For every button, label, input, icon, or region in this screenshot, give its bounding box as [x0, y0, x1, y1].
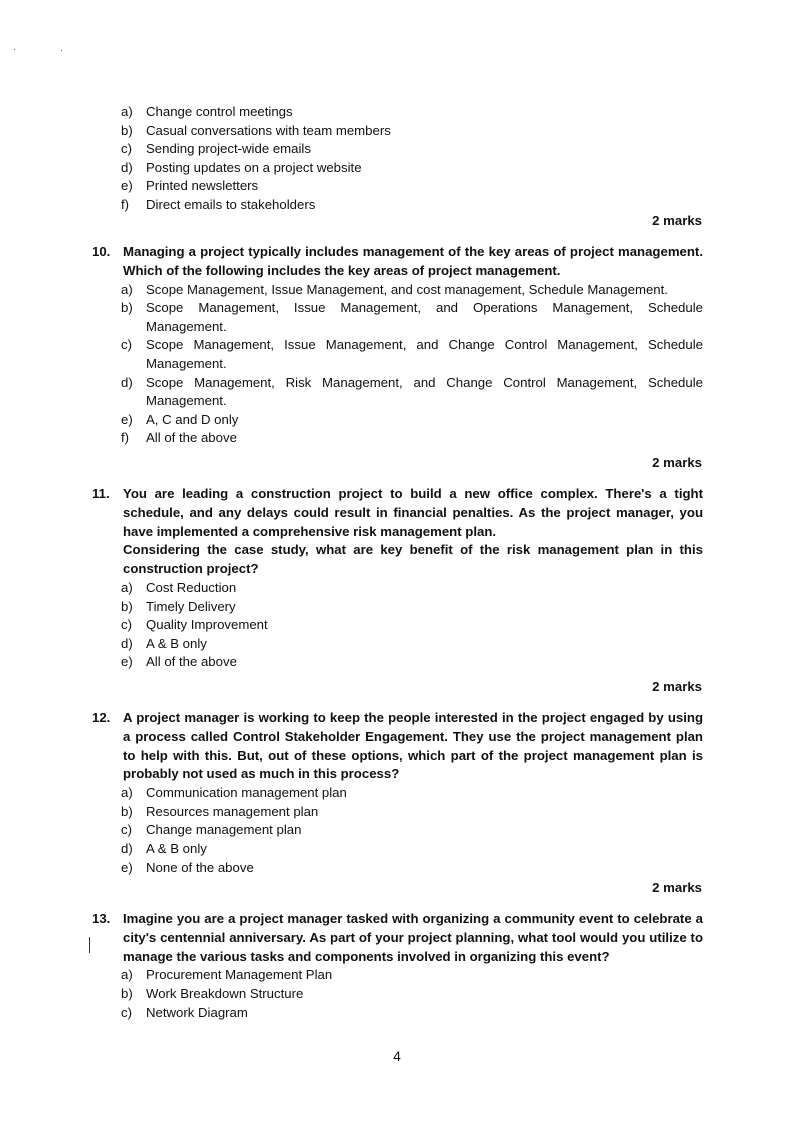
marks-label: 2 marks: [652, 455, 702, 470]
question-stem: 12. A project manager is working to keep the people interested in the project engaged by using a process called Control Stakeholder Engagement. They use the project management plan to help with this. But, out of these options, which part of the project management plan is probably not used as much in this process?: [92, 710, 703, 782]
option-item: e) None of the above: [121, 859, 254, 875]
option-item: a) Procurement Management Plan: [121, 967, 333, 983]
option-item: c) Change management plan: [121, 822, 302, 838]
question-10: [92, 243, 703, 448]
marks-label: 2 marks: [652, 880, 702, 895]
scan-speck: [14, 49, 15, 50]
question-13: [92, 910, 703, 1022]
options-list: [121, 784, 703, 877]
option-item: d) Scope Management, Risk Management, and Change Control Management, Schedule Management.: [121, 374, 703, 409]
question-stem: 13. Imagine you are a project manager tasked with organizing a community event to celebrate a city's centennial anniversary. As part of your project planning, what tool would you utilize to manage the various tasks and components involved in organizing this event?: [92, 911, 703, 964]
option-item: b) Casual conversations with team members: [121, 122, 391, 138]
option-item: e) Printed newsletters: [121, 178, 259, 194]
option-item: b) Timely Delivery: [121, 598, 236, 614]
option-item: a) Cost Reduction: [121, 579, 237, 595]
option-item: a) Change control meetings: [121, 104, 293, 119]
question-number: 12.: [92, 710, 111, 725]
option-item: b) Resources management plan: [121, 803, 319, 819]
question-number: 11.: [92, 486, 110, 501]
option-item: c) Scope Management, Issue Management, and Change Control Management, Schedule Management.: [121, 337, 703, 371]
marks-label: 2 marks: [652, 213, 702, 228]
options-list: [121, 579, 703, 672]
option-item: f) All of the above: [121, 430, 237, 446]
scan-speck: [61, 50, 62, 51]
page-number: 4: [393, 1048, 401, 1064]
option-item: d) A & B only: [121, 840, 207, 856]
marks-label: 2 marks: [652, 679, 702, 694]
option-item: c) Network Diagram: [121, 1004, 248, 1020]
option-item: b) Work Breakdown Structure: [121, 985, 304, 1001]
question-stem: 11. You are leading a construction project to build a new office complex. There's a tight schedule, and any delays could result in financial penalties. As the project manager, you have implemented a comprehensive risk management plan. Considering the case study, what are key benefit of the risk management plan in this construction project?: [92, 486, 703, 577]
option-item: e) A, C and D only: [121, 411, 239, 427]
top-options: [121, 103, 703, 215]
question-number: 10.: [92, 244, 111, 259]
question-stem: 10. Managing a project typically includes management of the key areas of project management. Which of the following includes the key areas of project management.: [92, 244, 703, 278]
question-11: [92, 485, 703, 672]
option-item: d) Posting updates on a project website: [121, 159, 362, 175]
option-item: a) Scope Management, Issue Management, and cost management, Schedule Management.: [121, 281, 668, 297]
option-item: d) A & B only: [121, 635, 207, 651]
option-item: c) Quality Improvement: [121, 617, 268, 633]
question-number: 13.: [92, 911, 111, 926]
option-item: f) Direct emails to stakeholders: [121, 196, 316, 212]
option-item: a) Communication management plan: [121, 785, 347, 801]
option-item: b) Scope Management, Issue Management, and Operations Management, Schedule Management.: [121, 300, 703, 334]
option-item: e) All of the above: [121, 654, 237, 670]
option-item: c) Sending project-wide emails: [121, 141, 311, 157]
options-list: [121, 966, 703, 1022]
options-list: [121, 281, 703, 448]
margin-mark: [89, 937, 90, 953]
question-12: [92, 709, 703, 877]
